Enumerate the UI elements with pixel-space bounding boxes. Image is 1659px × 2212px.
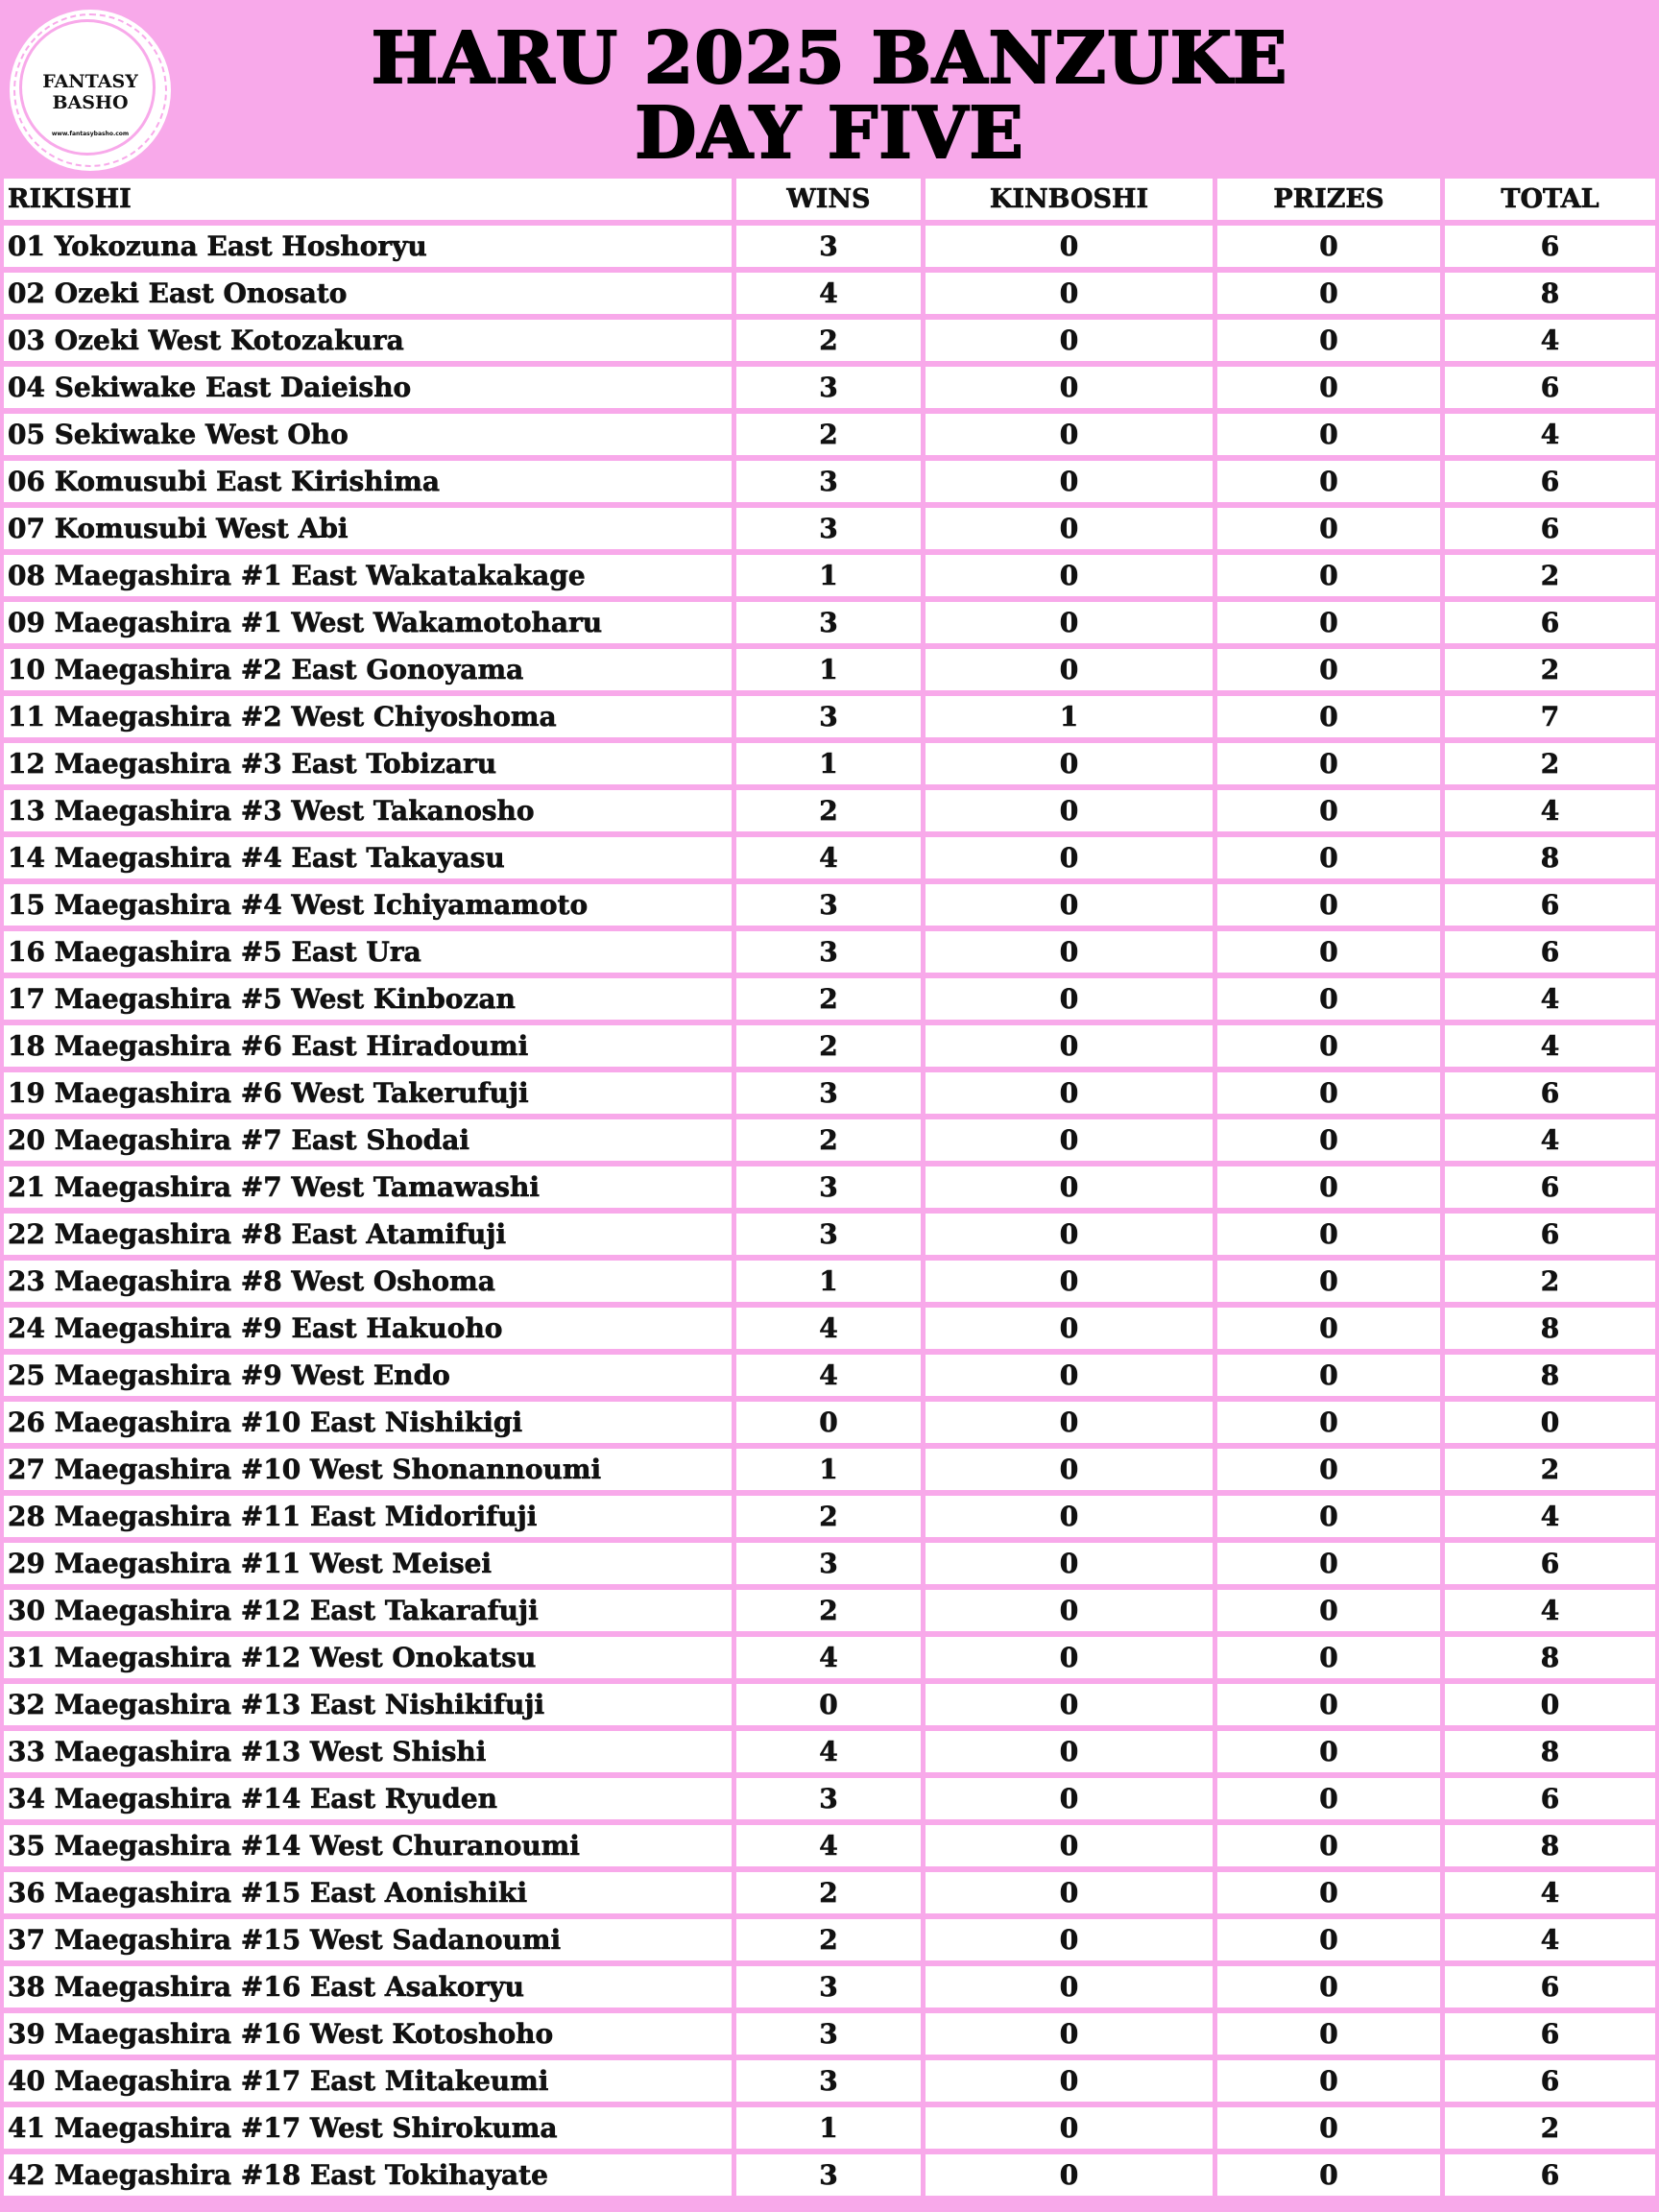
kinboshi-cell: 1 — [926, 696, 1217, 743]
page-title-line-1: HARU 2025 BANZUKE — [371, 17, 1288, 100]
prizes-cell: 0 — [1217, 1590, 1445, 1637]
prizes-cell: 0 — [1217, 273, 1445, 320]
rikishi-cell: 01 Yokozuna East Hoshoryu — [4, 226, 736, 273]
wins-cell: 3 — [736, 1166, 926, 1214]
total-cell: 2 — [1445, 743, 1655, 790]
prizes-cell: 0 — [1217, 1402, 1445, 1449]
table-row — [4, 1919, 1655, 1966]
wins-cell: 4 — [736, 1825, 926, 1872]
wins-cell: 3 — [736, 884, 926, 931]
total-cell: 2 — [1445, 555, 1655, 602]
prizes-cell: 0 — [1217, 414, 1445, 461]
total-cell: 2 — [1445, 2107, 1655, 2154]
kinboshi-cell: 0 — [926, 1684, 1217, 1731]
wins-cell: 0 — [736, 1684, 926, 1731]
kinboshi-cell: 0 — [926, 1072, 1217, 1119]
kinboshi-cell: 0 — [926, 1966, 1217, 2013]
wins-cell: 3 — [736, 2154, 926, 2201]
table-row — [4, 1731, 1655, 1778]
wins-cell: 3 — [736, 931, 926, 978]
wins-cell: 3 — [736, 461, 926, 508]
rikishi-cell: 41 Maegashira #17 West Shirokuma — [4, 2107, 736, 2154]
wins-cell: 3 — [736, 508, 926, 555]
total-cell: 4 — [1445, 414, 1655, 461]
table-row — [4, 1166, 1655, 1214]
rikishi-cell: 10 Maegashira #2 East Gonoyama — [4, 649, 736, 696]
table-row — [4, 320, 1655, 367]
kinboshi-cell: 0 — [926, 1919, 1217, 1966]
wins-cell: 4 — [736, 1308, 926, 1355]
wins-cell: 2 — [736, 1872, 926, 1919]
kinboshi-cell: 0 — [926, 1872, 1217, 1919]
table-row — [4, 1543, 1655, 1590]
wins-cell: 1 — [736, 2107, 926, 2154]
table-row — [4, 931, 1655, 978]
total-cell: 6 — [1445, 1966, 1655, 2013]
table-row — [4, 1449, 1655, 1496]
kinboshi-cell: 0 — [926, 1402, 1217, 1449]
prizes-cell: 0 — [1217, 602, 1445, 649]
prizes-cell: 0 — [1217, 508, 1445, 555]
total-cell: 6 — [1445, 1214, 1655, 1261]
table-row — [4, 1402, 1655, 1449]
wins-cell: 4 — [736, 1637, 926, 1684]
total-cell: 6 — [1445, 508, 1655, 555]
total-cell: 7 — [1445, 696, 1655, 743]
rikishi-cell: 39 Maegashira #16 West Kotoshoho — [4, 2013, 736, 2060]
wins-cell: 3 — [736, 367, 926, 414]
total-cell: 8 — [1445, 1355, 1655, 1402]
kinboshi-cell: 0 — [926, 1637, 1217, 1684]
prizes-cell: 0 — [1217, 696, 1445, 743]
total-cell: 4 — [1445, 1119, 1655, 1166]
rikishi-cell: 21 Maegashira #7 West Tamawashi — [4, 1166, 736, 1214]
header — [0, 0, 1659, 179]
wins-cell: 4 — [736, 1731, 926, 1778]
wins-cell: 3 — [736, 2060, 926, 2107]
table-row — [4, 461, 1655, 508]
total-cell: 8 — [1445, 1731, 1655, 1778]
prizes-cell: 0 — [1217, 320, 1445, 367]
rikishi-cell: 11 Maegashira #2 West Chiyoshoma — [4, 696, 736, 743]
prizes-cell: 0 — [1217, 461, 1445, 508]
rikishi-cell: 04 Sekiwake East Daieisho — [4, 367, 736, 414]
prizes-cell: 0 — [1217, 1072, 1445, 1119]
kinboshi-cell: 0 — [926, 837, 1217, 884]
wins-cell: 3 — [736, 2013, 926, 2060]
wins-cell: 2 — [736, 1025, 926, 1072]
rikishi-cell: 26 Maegashira #10 East Nishikigi — [4, 1402, 736, 1449]
total-cell: 6 — [1445, 1072, 1655, 1119]
wins-cell: 2 — [736, 1496, 926, 1543]
table-row — [4, 1308, 1655, 1355]
prizes-cell: 0 — [1217, 1543, 1445, 1590]
kinboshi-cell: 0 — [926, 1778, 1217, 1825]
prizes-cell: 0 — [1217, 1778, 1445, 1825]
kinboshi-cell: 0 — [926, 1261, 1217, 1308]
page-title-line-2: DAY FIVE — [635, 92, 1024, 175]
logo-url: www.fantasybasho.com — [51, 131, 130, 137]
rikishi-cell: 08 Maegashira #1 East Wakatakakage — [4, 555, 736, 602]
wins-cell: 2 — [736, 790, 926, 837]
wins-cell: 2 — [736, 1590, 926, 1637]
table-row — [4, 884, 1655, 931]
rikishi-cell: 28 Maegashira #11 East Midorifuji — [4, 1496, 736, 1543]
table-row — [4, 1214, 1655, 1261]
kinboshi-cell: 0 — [926, 1825, 1217, 1872]
table-row — [4, 602, 1655, 649]
table-row — [4, 743, 1655, 790]
table-row — [4, 1261, 1655, 1308]
total-cell: 6 — [1445, 2154, 1655, 2201]
table-row — [4, 2154, 1655, 2201]
total-cell: 0 — [1445, 1402, 1655, 1449]
banzuke-table-container — [4, 179, 1655, 2201]
prizes-cell: 0 — [1217, 1119, 1445, 1166]
kinboshi-cell: 0 — [926, 367, 1217, 414]
table-row — [4, 508, 1655, 555]
rikishi-cell: 07 Komusubi West Abi — [4, 508, 736, 555]
rikishi-cell: 40 Maegashira #17 East Mitakeumi — [4, 2060, 736, 2107]
total-cell: 8 — [1445, 273, 1655, 320]
table-row — [4, 696, 1655, 743]
kinboshi-cell: 0 — [926, 1590, 1217, 1637]
rikishi-cell: 31 Maegashira #12 West Onokatsu — [4, 1637, 736, 1684]
rikishi-cell: 09 Maegashira #1 West Wakamotoharu — [4, 602, 736, 649]
total-cell: 4 — [1445, 1872, 1655, 1919]
kinboshi-cell: 0 — [926, 1731, 1217, 1778]
total-cell: 2 — [1445, 649, 1655, 696]
prizes-cell: 0 — [1217, 1308, 1445, 1355]
table-row — [4, 649, 1655, 696]
table-row — [4, 1778, 1655, 1825]
kinboshi-cell: 0 — [926, 508, 1217, 555]
kinboshi-cell: 0 — [926, 743, 1217, 790]
total-cell: 6 — [1445, 931, 1655, 978]
total-cell: 8 — [1445, 1825, 1655, 1872]
total-cell: 4 — [1445, 790, 1655, 837]
wins-cell: 2 — [736, 978, 926, 1025]
table-row — [4, 226, 1655, 273]
table-row — [4, 1872, 1655, 1919]
kinboshi-cell: 0 — [926, 1355, 1217, 1402]
table-row — [4, 273, 1655, 320]
total-cell: 6 — [1445, 226, 1655, 273]
rikishi-cell: 03 Ozeki West Kotozakura — [4, 320, 736, 367]
prizes-cell: 0 — [1217, 1355, 1445, 1402]
prizes-cell: 0 — [1217, 1825, 1445, 1872]
prizes-cell: 0 — [1217, 1496, 1445, 1543]
prizes-cell: 0 — [1217, 790, 1445, 837]
wins-cell: 1 — [736, 1261, 926, 1308]
prizes-cell: 0 — [1217, 2107, 1445, 2154]
total-cell: 6 — [1445, 884, 1655, 931]
wins-cell: 3 — [736, 696, 926, 743]
kinboshi-cell: 0 — [926, 1119, 1217, 1166]
rikishi-cell: 25 Maegashira #9 West Endo — [4, 1355, 736, 1402]
wins-cell: 0 — [736, 1402, 926, 1449]
total-cell: 6 — [1445, 2060, 1655, 2107]
kinboshi-cell: 0 — [926, 1025, 1217, 1072]
kinboshi-cell: 0 — [926, 931, 1217, 978]
prizes-cell: 0 — [1217, 931, 1445, 978]
prizes-cell: 0 — [1217, 1966, 1445, 2013]
prizes-cell: 0 — [1217, 2060, 1445, 2107]
wins-cell: 3 — [736, 1214, 926, 1261]
rikishi-cell: 15 Maegashira #4 West Ichiyamamoto — [4, 884, 736, 931]
rikishi-cell: 17 Maegashira #5 West Kinbozan — [4, 978, 736, 1025]
rikishi-cell: 37 Maegashira #15 West Sadanoumi — [4, 1919, 736, 1966]
rikishi-cell: 22 Maegashira #8 East Atamifuji — [4, 1214, 736, 1261]
kinboshi-cell: 0 — [926, 1166, 1217, 1214]
table-row — [4, 1496, 1655, 1543]
rikishi-cell: 16 Maegashira #5 East Ura — [4, 931, 736, 978]
prizes-cell: 0 — [1217, 1919, 1445, 1966]
column-header-prizes: PRIZES — [1217, 179, 1445, 226]
kinboshi-cell: 0 — [926, 226, 1217, 273]
total-cell: 6 — [1445, 2013, 1655, 2060]
table-row — [4, 790, 1655, 837]
prizes-cell: 0 — [1217, 1872, 1445, 1919]
table-row — [4, 1590, 1655, 1637]
wins-cell: 2 — [736, 1919, 926, 1966]
table-row — [4, 2013, 1655, 2060]
wins-cell: 3 — [736, 1543, 926, 1590]
kinboshi-cell: 0 — [926, 1543, 1217, 1590]
table-row — [4, 1684, 1655, 1731]
total-cell: 6 — [1445, 461, 1655, 508]
table-row — [4, 1355, 1655, 1402]
kinboshi-cell: 0 — [926, 320, 1217, 367]
total-cell: 2 — [1445, 1261, 1655, 1308]
total-cell: 6 — [1445, 367, 1655, 414]
rikishi-cell: 23 Maegashira #8 West Oshoma — [4, 1261, 736, 1308]
kinboshi-cell: 0 — [926, 2107, 1217, 2154]
table-row — [4, 1966, 1655, 2013]
table-row — [4, 1072, 1655, 1119]
rikishi-cell: 36 Maegashira #15 East Aonishiki — [4, 1872, 736, 1919]
rikishi-cell: 20 Maegashira #7 East Shodai — [4, 1119, 736, 1166]
prizes-cell: 0 — [1217, 978, 1445, 1025]
rikishi-cell: 06 Komusubi East Kirishima — [4, 461, 736, 508]
total-cell: 6 — [1445, 1166, 1655, 1214]
wins-cell: 1 — [736, 555, 926, 602]
wins-cell: 3 — [736, 1072, 926, 1119]
rikishi-cell: 24 Maegashira #9 East Hakuoho — [4, 1308, 736, 1355]
prizes-cell: 0 — [1217, 743, 1445, 790]
rikishi-cell: 14 Maegashira #4 East Takayasu — [4, 837, 736, 884]
table-row — [4, 2107, 1655, 2154]
rikishi-cell: 38 Maegashira #16 East Asakoryu — [4, 1966, 736, 2013]
rikishi-cell: 30 Maegashira #12 East Takarafuji — [4, 1590, 736, 1637]
table-row — [4, 414, 1655, 461]
kinboshi-cell: 0 — [926, 1308, 1217, 1355]
total-cell: 4 — [1445, 1496, 1655, 1543]
kinboshi-cell: 0 — [926, 2060, 1217, 2107]
total-cell: 4 — [1445, 320, 1655, 367]
kinboshi-cell: 0 — [926, 602, 1217, 649]
table-row — [4, 555, 1655, 602]
rikishi-cell: 33 Maegashira #13 West Shishi — [4, 1731, 736, 1778]
rikishi-cell: 32 Maegashira #13 East Nishikifuji — [4, 1684, 736, 1731]
table-row — [4, 1637, 1655, 1684]
rikishi-cell: 13 Maegashira #3 West Takanosho — [4, 790, 736, 837]
rikishi-cell: 02 Ozeki East Onosato — [4, 273, 736, 320]
wins-cell: 3 — [736, 602, 926, 649]
kinboshi-cell: 0 — [926, 790, 1217, 837]
rikishi-cell: 35 Maegashira #14 West Churanoumi — [4, 1825, 736, 1872]
wins-cell: 4 — [736, 1355, 926, 1402]
prizes-cell: 0 — [1217, 555, 1445, 602]
rikishi-cell: 34 Maegashira #14 East Ryuden — [4, 1778, 736, 1825]
page-title — [0, 17, 1659, 175]
table-row — [4, 837, 1655, 884]
prizes-cell: 0 — [1217, 1261, 1445, 1308]
rikishi-cell: 12 Maegashira #3 East Tobizaru — [4, 743, 736, 790]
kinboshi-cell: 0 — [926, 1214, 1217, 1261]
prizes-cell: 0 — [1217, 1449, 1445, 1496]
wins-cell: 1 — [736, 743, 926, 790]
wins-cell: 1 — [736, 1449, 926, 1496]
wins-cell: 2 — [736, 414, 926, 461]
table-row — [4, 978, 1655, 1025]
prizes-cell: 0 — [1217, 2154, 1445, 2201]
total-cell: 2 — [1445, 1449, 1655, 1496]
wins-cell: 3 — [736, 1778, 926, 1825]
kinboshi-cell: 0 — [926, 273, 1217, 320]
kinboshi-cell: 0 — [926, 1496, 1217, 1543]
rikishi-cell: 27 Maegashira #10 West Shonannoumi — [4, 1449, 736, 1496]
kinboshi-cell: 0 — [926, 1449, 1217, 1496]
kinboshi-cell: 0 — [926, 884, 1217, 931]
total-cell: 4 — [1445, 1590, 1655, 1637]
banzuke-table — [4, 179, 1655, 2201]
wins-cell: 1 — [736, 649, 926, 696]
total-cell: 4 — [1445, 1919, 1655, 1966]
table-row — [4, 1025, 1655, 1072]
prizes-cell: 0 — [1217, 226, 1445, 273]
wins-cell: 3 — [736, 226, 926, 273]
prizes-cell: 0 — [1217, 884, 1445, 931]
prizes-cell: 0 — [1217, 1214, 1445, 1261]
column-header-kinboshi: KINBOSHI — [926, 179, 1217, 226]
rikishi-cell: 05 Sekiwake West Oho — [4, 414, 736, 461]
wins-cell: 4 — [736, 273, 926, 320]
kinboshi-cell: 0 — [926, 2154, 1217, 2201]
logo-title: FANTASY BASHO — [42, 71, 138, 113]
total-cell: 6 — [1445, 1543, 1655, 1590]
column-header-wins: WINS — [736, 179, 926, 226]
total-cell: 6 — [1445, 1778, 1655, 1825]
prizes-cell: 0 — [1217, 1684, 1445, 1731]
rikishi-cell: 42 Maegashira #18 East Tokihayate — [4, 2154, 736, 2201]
total-cell: 8 — [1445, 1637, 1655, 1684]
wins-cell: 2 — [736, 1119, 926, 1166]
kinboshi-cell: 0 — [926, 461, 1217, 508]
wins-cell: 4 — [736, 837, 926, 884]
total-cell: 0 — [1445, 1684, 1655, 1731]
column-header-total: TOTAL — [1445, 179, 1655, 226]
table-body — [4, 226, 1655, 2201]
total-cell: 8 — [1445, 837, 1655, 884]
kinboshi-cell: 0 — [926, 414, 1217, 461]
total-cell: 4 — [1445, 978, 1655, 1025]
prizes-cell: 0 — [1217, 837, 1445, 884]
table-row — [4, 2060, 1655, 2107]
prizes-cell: 0 — [1217, 1025, 1445, 1072]
table-header-row — [4, 179, 1655, 226]
prizes-cell: 0 — [1217, 1166, 1445, 1214]
prizes-cell: 0 — [1217, 649, 1445, 696]
total-cell: 4 — [1445, 1025, 1655, 1072]
prizes-cell: 0 — [1217, 367, 1445, 414]
total-cell: 8 — [1445, 1308, 1655, 1355]
prizes-cell: 0 — [1217, 1731, 1445, 1778]
rikishi-cell: 29 Maegashira #11 West Meisei — [4, 1543, 736, 1590]
wins-cell: 2 — [736, 320, 926, 367]
kinboshi-cell: 0 — [926, 555, 1217, 602]
kinboshi-cell: 0 — [926, 649, 1217, 696]
table-row — [4, 1119, 1655, 1166]
table-row — [4, 1825, 1655, 1872]
kinboshi-cell: 0 — [926, 978, 1217, 1025]
kinboshi-cell: 0 — [926, 2013, 1217, 2060]
prizes-cell: 0 — [1217, 2013, 1445, 2060]
column-header-rikishi: RIKISHI — [4, 179, 736, 226]
total-cell: 6 — [1445, 602, 1655, 649]
wins-cell: 3 — [736, 1966, 926, 2013]
prizes-cell: 0 — [1217, 1637, 1445, 1684]
rikishi-cell: 18 Maegashira #6 East Hiradoumi — [4, 1025, 736, 1072]
table-row — [4, 367, 1655, 414]
rikishi-cell: 19 Maegashira #6 West Takerufuji — [4, 1072, 736, 1119]
